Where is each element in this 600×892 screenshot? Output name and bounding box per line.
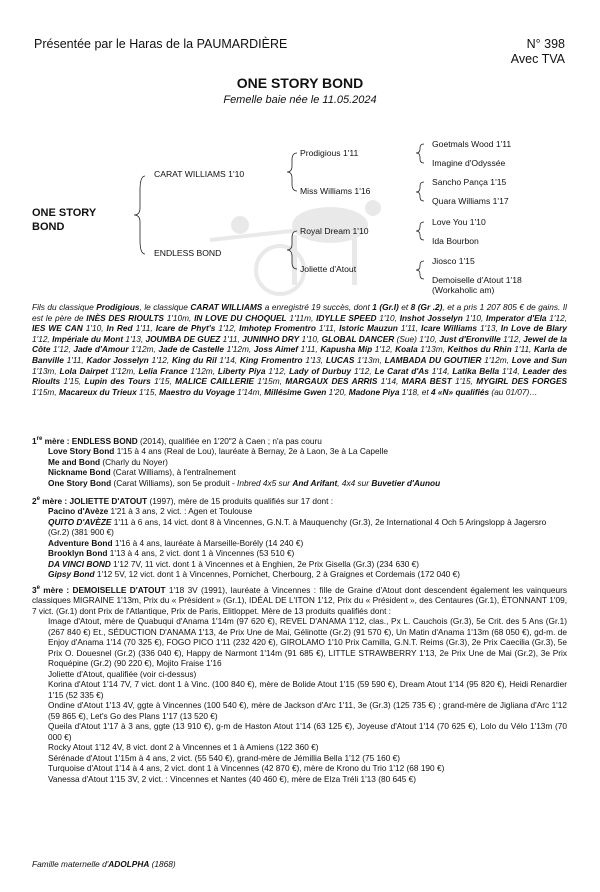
third-dam-produce-3: Korina d'Atout 1'14 7V, 7 vict. dont 1 à Vinc. (100 840 €), mère de Bolide Atout 1'15 (59 590 €), Dream Atout 1'14 (95 820 €), Heidi Renardier 1'15 (52 335 €) xyxy=(48,679,567,700)
first-dam-section xyxy=(32,434,567,488)
ggdam-8-note: (Workaholic am) xyxy=(432,285,495,295)
pedigree-horse-name xyxy=(32,206,96,234)
sire-dam: Miss Williams 1'16 xyxy=(300,186,371,196)
tva-label: Avec TVA xyxy=(510,52,565,66)
ggsire-3: Sancho Pança 1'15 xyxy=(432,177,507,187)
trotter-silhouette-icon xyxy=(210,200,381,294)
horse-name-line2: BOND xyxy=(32,221,65,233)
sire-paragraph: Fils du classique Prodigious, le classique CARAT WILLIAMS a enregistré 19 succès, dont 1 (Gr.I) et 8 (Gr .2), et a pris 1 207 805 € de gains. Il est le père de INÈS DES RIOULTS 1'10m, IN LOVE DU CHOQUEL 1'11m, IDYLLE SPEED 1'10, Inshot Josselyn 1'10, Imperator d'Ela 1'12, IES WE CAN 1'10, In Red 1'11, Icare de Phyt's 1'12, Imhotep Fromentro 1'11, Istoric Mauzun 1'11, Icare Williams 1'13, In Love de Blary 1'12, Impériale du Mont 1'13, JOUMBA DE GUEZ 1'11, JUNINHO DRY 1'10, GLOBAL DANCER (Sue) 1'10, Just d'Eronville 1'12, Jewel de la Côte 1'12, Jade d'Amour 1'12m, Jade de Castelle 1'12m, Joss Aimef 1'11, Kapusha Mip 1'12, Koala 1'13m, Keithos du Rhin 1'11, Karla de Banville 1'11, Kador Josselyn 1'12, King du Ril 1'14, King Fromentro 1'13, LUCAS 1'13m, LAMBADA DU GOUTIER 1'12m, Love and Sun 1'13m, Lola Dairpet 1'12m, Lelia France 1'12m, Liberty Piya 1'12, Lady of Durbuy 1'12, Le Carat d'As 1'14, Latika Bella 1'14, Leader des Rioults 1'15, Lupin des Tours 1'15, MALICE CAILLERIE 1'15m, MARGAUX DES ARRIS 1'14, MARA BEST 1'15, MYGIRL DES FORGES 1'15m, Macareux du Trieux 1'15, Maestro du Voyage 1'14m, Millésime Gwen 1'20, Madone Piya 1'18, et 4 «N» qualifiés (au 01/07)… xyxy=(32,302,568,397)
horse-description: Femelle baie née le 11.05.2024 xyxy=(223,94,377,106)
third-dam-section xyxy=(32,583,567,784)
second-dam-produce-4: Brooklyn Bond 1'13 à 4 ans, 2 vict. dont 1 à Vincennes (53 510 €) xyxy=(48,548,295,559)
ggsire-5: Love You 1'10 xyxy=(432,217,486,227)
third-dam-heading: 3e mère : DEMOISELLE D'ATOUT 1'18 3V (1991), lauréate à Vincennes : fille de Graine d'Atout dont descendent également les vainqueurs classiques MIGRAINE 1'13m, Prix du « Président » (Gr.1), IDÉAL DE L'ITON 1'12, Prix du « Président », des Centaures (Gr.1), ÉTONNANT 1'09, 7 vict. (Gr.1) dont Prix de l'Atlantique, Prix de Paris, Elitloppet. Mère de 13 produits qualifiés dont : xyxy=(32,584,567,616)
ggsire-7: Jiosco 1'15 xyxy=(432,256,475,266)
ggdam-6: Ida Bourbon xyxy=(432,236,479,246)
third-dam-produce-1: Image d'Atout, mère de Quabuqui d'Anama 1'14m (97 620 €), REVEL D'ANAMA 1'12, clas., Px L. Cauchois (Gr.3), 5e Crit. des 5 Ans (Gr.1) (267 840 €) Et., SÉDUCTION D'ANAMA 1'13, 4e Prix Une de Mai, Gélinotte (Gr.2) (91 570 €), Un Matin d'Anama 1'13m (68 050 €), gd-m. de Enjoy d'Anama 1'14 (70 325 €), FOGO PICO 1'11 (232 420 €), GIROLAMO 1'10 Prix Camilla, G.N.T. Reims (Gr.3), 2e Prix Caecilia (Gr.3), 5e Prix O. Douesnel (Gr.2) (336 040 €), Happy de Narmont 1'14m (91 685 €), LITTLE STRAWBERRY 1'13, 2e Prix Une de Mai (Gr.2), 3e Prix Roquépine (Gr.2) (90 220 €), Mojito Fraise 1'16 xyxy=(48,616,567,669)
sire: CARAT WILLIAMS 1'10 xyxy=(154,169,245,179)
presenter-text: Présentée par le Haras de la PAUMARDIÈRE xyxy=(34,37,288,51)
dam: ENDLESS BOND xyxy=(154,248,222,258)
second-dam-produce-2: QUITO D'AVÈZE 1'11 à 6 ans, 14 vict. dont 8 à Vincennes, G.N.T. à Mauquenchy (Gr.3), 2e International 4 Och 5 Aringslopp à Jagersro (Gr.2) (381 900 €) xyxy=(48,516,547,538)
second-dam-heading: 2e mère : JOLIETTE D'ATOUT (1997), mère de 15 produits qualifiés sur 17 dont : xyxy=(32,495,334,506)
second-dam-produce-3: Adventure Bond 1'16 à 4 ans, lauréate à Marseille-Borély (14 240 €) xyxy=(48,537,304,548)
horse-name-line1: ONE STORY xyxy=(32,207,97,219)
third-dam-produce-5: Queila d'Atout 1'17 à 3 ans, ggte (13 910 €), g-m de Haston Atout 1'14 (63 125 €), Joyeuse d'Atout 1'14 (70 625 €), Lolo du Vélo 1'13m (70 000 €) xyxy=(48,721,567,742)
third-dam-produce-7: Sérénade d'Atout 1'15m à 4 ans, 2 vict. (55 540 €), grand-mère de Jémillia Bella 1'12 (75 160 €) xyxy=(48,752,401,763)
third-dam-produce-8: Turquoise d'Atout 1'14 à 4 ans, 2 vict. dont 1 à Vincennes (42 870 €), mère de Krono du Trio 1'12 (68 190 €) xyxy=(48,763,445,774)
pedigree-chart xyxy=(0,130,600,300)
dam-sire: Royal Dream 1'10 xyxy=(300,226,369,236)
second-dam-produce-5: DA VINCI BOND 1'12 7V, 11 vict. dont 1 à Vincennes et à Enghien, 2e Prix Gisella (Gr.3) (234 630 €) xyxy=(48,558,419,569)
ggdam-4: Quara Williams 1'17 xyxy=(432,196,509,206)
maternal-family: Famille maternelle d'ADOLPHA (1868) xyxy=(32,859,176,869)
second-dam-produce-1: Pacino d'Avèze 1'21 à 3 ans, 2 vict. : Agen et Toulouse xyxy=(48,506,253,517)
second-dam-section xyxy=(32,494,567,580)
first-dam-produce-1: Love Story Bond 1'15 à 4 ans (Real de Lou), lauréate à Bernay, 2e à Laon, 3e à La Capelle xyxy=(48,446,388,457)
first-dam-produce-2: Me and Bond (Charly du Noyer) xyxy=(48,456,168,467)
first-dam-produce-4: One Story Bond (Carat Williams), son 5e produit - Inbred 4x5 sur And Arifant, 4x4 sur Buvetier d'Aunou xyxy=(48,477,441,488)
third-dam-produce-4: Ondine d'Atout 1'13 4V, ggte à Vincennes (100 540 €), mère de Jackson d'Arc 1'11, 3e (Gr.3) (125 735 €) ; grand-mère de Jigliana d'Arc 1'12 (59 865 €), Let's Go des Plans 1'17 (13 520 €) xyxy=(48,700,567,721)
third-dam-produce-9: Vanessa d'Atout 1'15 3V, 2 vict. : Vincennes et Nantes (40 460 €), mère de Elza Tréli 1'13 (80 645 €) xyxy=(48,773,417,784)
third-dam-produce-2: Joliette d'Atout, qualifiée (voir ci-dessus) xyxy=(48,668,197,679)
horse-title: ONE STORY BOND xyxy=(236,75,364,91)
ggdam-2: Imagine d'Odyssée xyxy=(432,158,506,168)
first-dam-produce-3: Nickname Bond (Carat Williams), à l'entraînement xyxy=(48,467,236,478)
sire-sire: Prodigious 1'11 xyxy=(300,148,359,158)
ggdam-8: Demoiselle d'Atout 1'18 xyxy=(432,275,522,285)
lot-number: N° 398 xyxy=(526,37,565,51)
first-dam-heading: 1re mère : ENDLESS BOND (2014), qualifiée en 1'20"2 à Caen ; n'a pas couru xyxy=(32,435,322,446)
ggsire-1: Goetmals Wood 1'11 xyxy=(432,139,512,149)
third-dam-produce-6: Rocky Atout 1'12 4V, 8 vict. dont 2 à Vincennes et 1 à Amiens (122 360 €) xyxy=(48,742,319,753)
second-dam-produce-6: Gipsy Bond 1'12 5V, 12 vict. dont 1 à Vincennes, Pornichet, Cherbourg, 2 à Graignes et Cordemais (172 040 €) xyxy=(48,569,461,580)
dam-dam: Joliette d'Atout xyxy=(300,264,357,274)
